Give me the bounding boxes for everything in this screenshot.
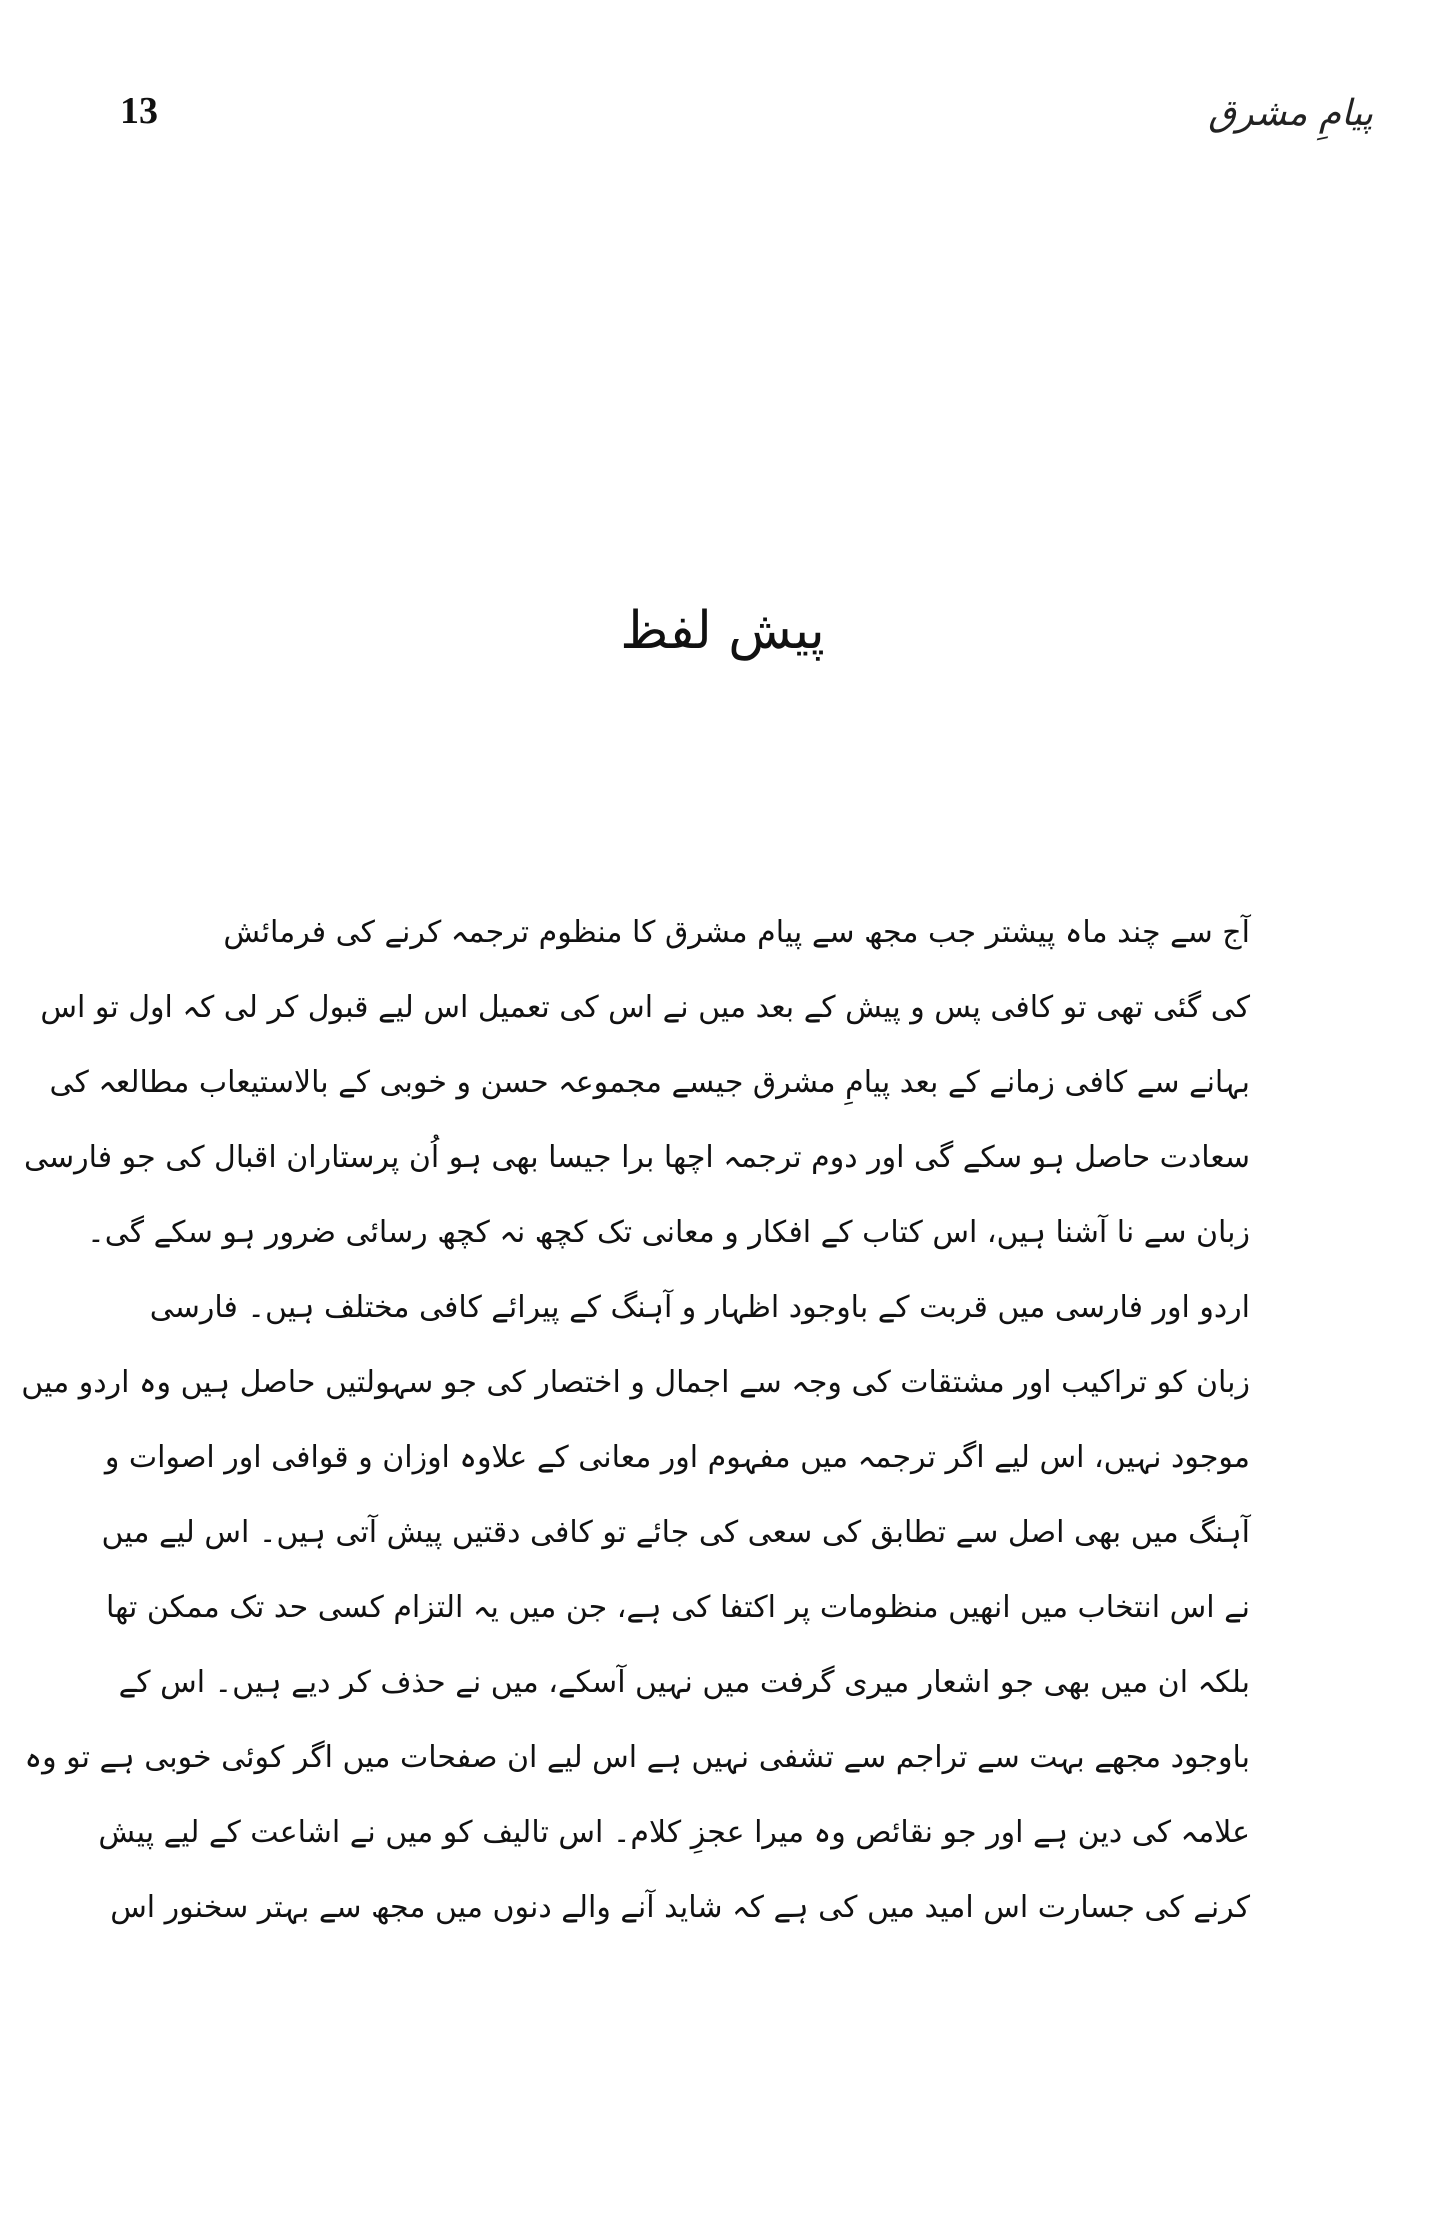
body-line: موجود نہیں، اس لیے اگر ترجمہ میں مفہوم اور معانی کے علاوہ اوزان و قوافی اور اصوات و [104,1440,1250,1475]
body-line: آج سے چند ماہ پیشتر جب مجھ سے پیام مشرق کا منظوم ترجمہ کرنے کی فرمائش [223,915,1250,950]
body-line: بلکہ ان میں بھی جو اشعار میری گرفت میں نہیں آسکے، میں نے حذف کر دیے ہیں۔ اس کے [118,1665,1250,1700]
body-line: علامہ کی دین ہے اور جو نقائص وہ میرا عجزِ کلام۔ اس تالیف کو میں نے اشاعت کے لیے پیش [98,1815,1250,1850]
body-line: کرنے کی جسارت اس امید میں کی ہے کہ شاید آنے والے دنوں میں مجھ سے بہتر سخنور اس [110,1890,1250,1925]
body-line: باوجود مجھے بہت سے تراجم سے تشفی نہیں ہے اس لیے ان صفحات میں اگر کوئی خوبی ہے تو وہ [24,1740,1250,1775]
page-number: 13 [120,90,158,132]
body-text [21,895,1250,1945]
chapter-title: پیش لفظ [620,601,825,661]
body-line: بہانے سے کافی زمانے کے بعد پیامِ مشرق جیسے مجموعہ حسن و خوبی کے بالاستیعاب مطالعہ کی [49,1065,1250,1100]
body-line: اردو اور فارسی میں قربت کے باوجود اظہار و آہنگ کے پیرائے کافی مختلف ہیں۔ فارسی [149,1290,1250,1325]
body-line: کی گئی تھی تو کافی پس و پیش کے بعد میں نے اس کی تعمیل اس لیے قبول کر لی کہ اول تو اس [40,990,1250,1025]
body-line: سعادت حاصل ہو سکے گی اور دوم ترجمہ اچھا برا جیسا بھی ہو اُن پرستاران اقبال کی جو فارسی [23,1140,1250,1175]
body-line: آہنگ میں بھی اصل سے تطابق کی سعی کی جائے تو کافی دقتیں پیش آتی ہیں۔ اس لیے میں [101,1515,1250,1550]
body-line: زبان سے نا آشنا ہیں، اس کتاب کے افکار و معانی تک کچھ نہ کچھ رسائی ضرور ہو سکے گی۔ [87,1215,1250,1250]
body-line: نے اس انتخاب میں انھیں منظومات پر اکتفا کی ہے، جن میں یہ التزام کسی حد تک ممکن تھا [105,1590,1250,1625]
running-head: پیامِ مشرق [1208,93,1373,134]
body-line: زبان کو تراکیب اور مشتقات کی وجہ سے اجمال و اختصار کی جو سہولتیں حاصل ہیں وہ اردو میں [21,1365,1250,1400]
